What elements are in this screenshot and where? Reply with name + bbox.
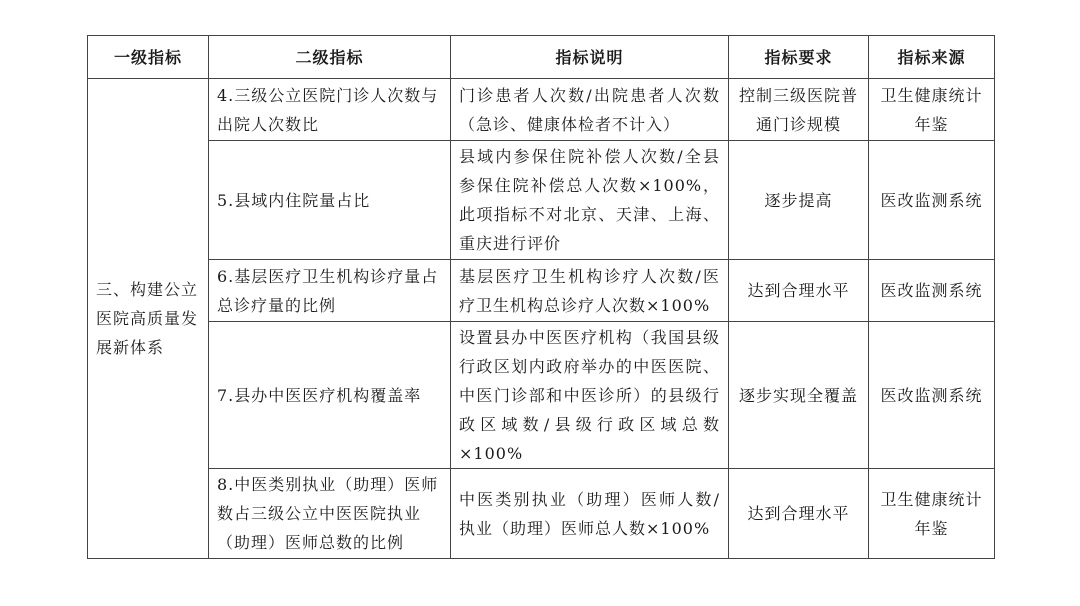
description-cell: 中医类别执业（助理）医师人数/执业（助理）医师总人数×100%: [451, 469, 729, 559]
indicator-table: [87, 35, 995, 559]
requirement-cell: 达到合理水平: [729, 469, 869, 559]
header-level1: 一级指标: [88, 36, 209, 79]
header-row: [88, 36, 995, 79]
header-description: 指标说明: [451, 36, 729, 79]
source-cell: 卫生健康统计年鉴: [869, 469, 995, 559]
description-cell: 基层医疗卫生机构诊疗人次数/医疗卫生机构总诊疗人次数×100%: [451, 260, 729, 322]
header-requirement: 指标要求: [729, 36, 869, 79]
requirement-cell: 控制三级医院普通门诊规模: [729, 79, 869, 141]
table-row: [88, 79, 995, 141]
indicator-cell: 6.基层医疗卫生机构诊疗量占总诊疗量的比例: [209, 260, 451, 322]
table-row: [88, 141, 995, 260]
source-cell: 医改监测系统: [869, 260, 995, 322]
header-level2: 二级指标: [209, 36, 451, 79]
table-row: [88, 322, 995, 469]
indicator-cell: 8.中医类别执业（助理）医师数占三级公立中医医院执业（助理）医师总数的比例: [209, 469, 451, 559]
indicator-cell: 4.三级公立医院门诊人次数与出院人次数比: [209, 79, 451, 141]
requirement-cell: 达到合理水平: [729, 260, 869, 322]
table-row: [88, 260, 995, 322]
requirement-cell: 逐步提高: [729, 141, 869, 260]
source-cell: 医改监测系统: [869, 141, 995, 260]
requirement-cell: 逐步实现全覆盖: [729, 322, 869, 469]
indicator-cell: 7.县办中医医疗机构覆盖率: [209, 322, 451, 469]
description-cell: 门诊患者人次数/出院患者人次数（急诊、健康体检者不计入）: [451, 79, 729, 141]
source-cell: 卫生健康统计年鉴: [869, 79, 995, 141]
indicator-cell: 5.县域内住院量占比: [209, 141, 451, 260]
source-cell: 医改监测系统: [869, 322, 995, 469]
header-source: 指标来源: [869, 36, 995, 79]
description-cell: 设置县办中医医疗机构（我国县级行政区划内政府举办的中医医院、中医门诊部和中医诊所）的县级行政区域数/县级行政区域总数×100%: [451, 322, 729, 469]
table-row: [88, 469, 995, 559]
description-cell: 县域内参保住院补偿人次数/全县参保住院补偿总人次数×100%，此项指标不对北京、天津、上海、重庆进行评价: [451, 141, 729, 260]
category-cell: 三、构建公立医院高质量发展新体系: [88, 79, 209, 559]
